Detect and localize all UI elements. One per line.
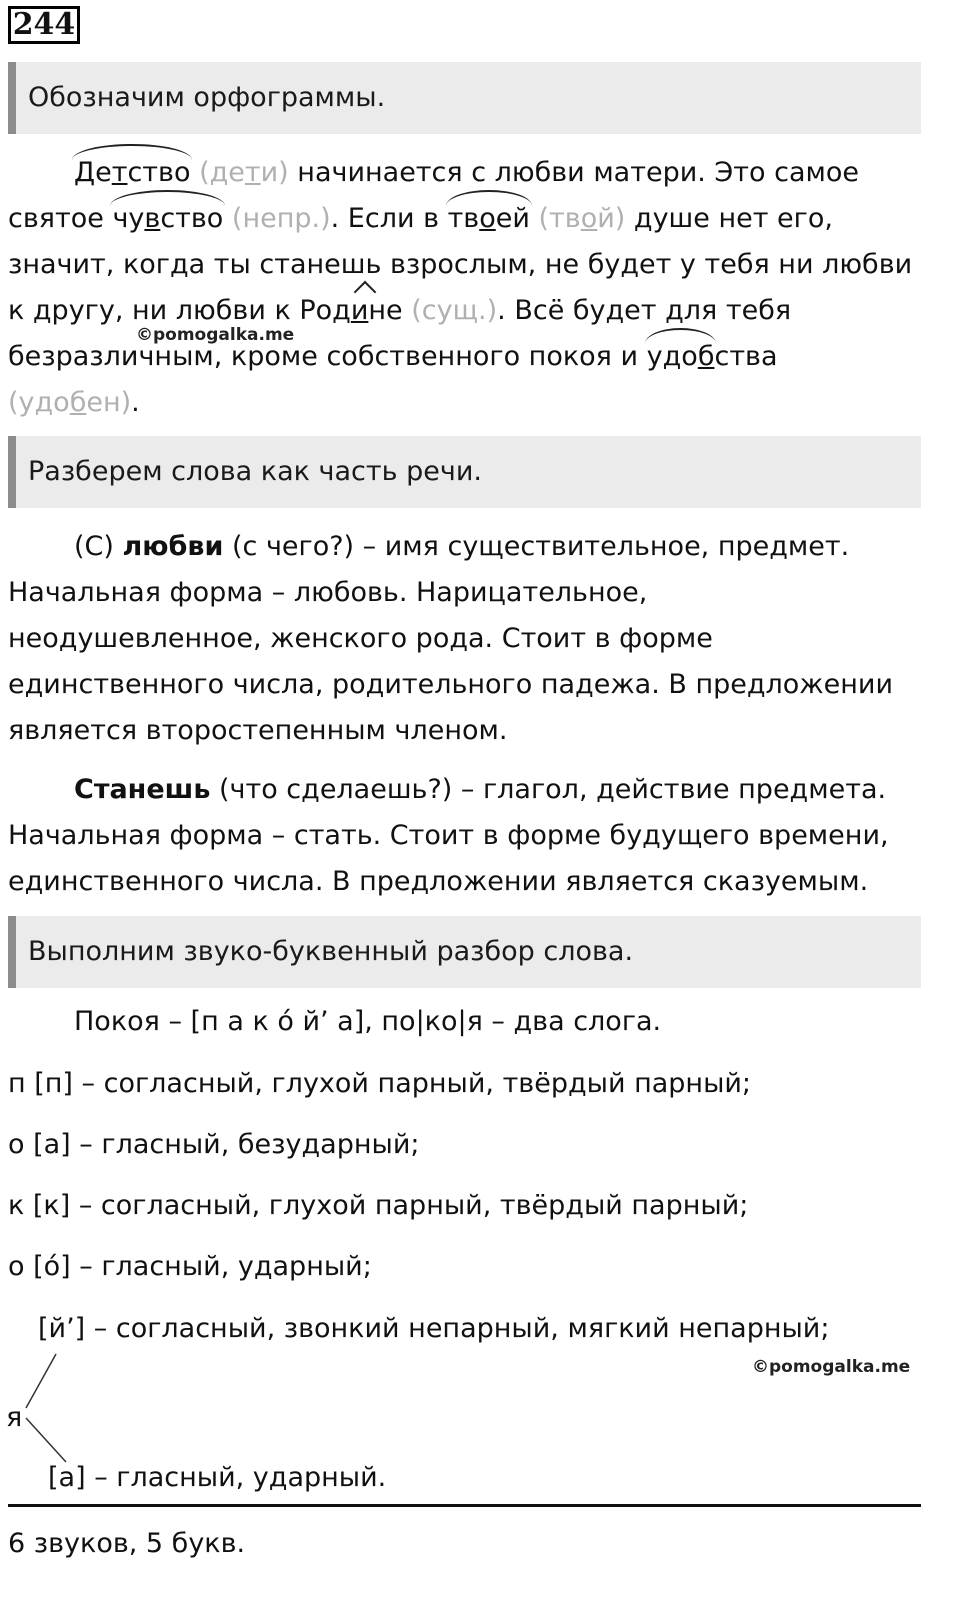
text-line: значит, когда ты станешь взрослым, не будет у тебя ни любви <box>8 249 913 280</box>
sound-line: п [п] – согласный, глухой парный, твёрдый парный; <box>8 1068 752 1099</box>
sound-line: о [ó] – гласный, ударный; <box>8 1251 372 1282</box>
parse-paragraph-lyubvi <box>8 524 923 754</box>
text-line: неодушевленное, женского рода. Стоит в форме <box>8 623 713 654</box>
text-line: Детство (дети) начинается с любви матери. Это самое <box>8 150 923 196</box>
sound-line: [й’] – согласный, звонкий непарный, мягкий непарный; <box>38 1313 830 1344</box>
text-line: Начальная форма – любовь. Нарицательное, <box>8 577 648 608</box>
parse-paragraph-stanesh <box>8 767 923 905</box>
summary: 6 звуков, 5 букв. <box>8 1528 246 1559</box>
word-root-arc: удоб <box>647 334 715 380</box>
phonetic-intro: Покоя – [п а к ó й’ а], по|ко|я – два слога. <box>74 1006 662 1037</box>
section-header-phonetic <box>8 916 921 988</box>
text-line: Начальная форма – стать. Стоит в форме будущего времени, <box>8 820 889 851</box>
orthogram-paragraph <box>8 150 923 426</box>
section-header-orthograms <box>8 62 921 134</box>
text-line: безразличным, кроме собственного покоя и удобства <box>8 334 923 380</box>
hint: (дети) <box>199 157 289 188</box>
hint: (сущ.) <box>402 295 498 326</box>
section-title: Разберем слова как часть речи. <box>28 456 482 487</box>
text-line: единственного числа, родительного падежа. В предложении <box>8 669 893 700</box>
divider <box>8 1504 921 1507</box>
sound-line: к [к] – согласный, глухой парный, твёрдый парный; <box>8 1190 749 1221</box>
watermark: ©pomogalka.me <box>752 1357 911 1377</box>
text-line: является второстепенным членом. <box>8 715 508 746</box>
watermark: ©pomogalka.me <box>136 325 295 345</box>
word-root-arc: чувство <box>112 196 223 242</box>
text-line: Станешь (что сделаешь?) – глагол, действие предмета. <box>74 774 887 805</box>
text-line: (удобен). <box>8 387 140 418</box>
section-header-parts-of-speech <box>8 436 921 508</box>
hint: (непр.) <box>223 203 331 234</box>
text-line: святое чувство (непр.). Если в твоей (твой) душе нет его, <box>8 196 923 242</box>
text-line: к другу, ни любви к Родине (сущ.). Всё будет для тебя <box>8 288 923 334</box>
letter-ya: я <box>6 1402 23 1433</box>
word-root-arc: твоей <box>448 196 530 242</box>
text-line: единственного числа. В предложении является сказуемым. <box>8 866 869 897</box>
sound-line: [а] – гласный, ударный. <box>48 1462 387 1493</box>
section-title: Обозначим орфограммы. <box>28 82 386 113</box>
task-number: 244 <box>8 6 80 44</box>
word-suffix-mark: ине <box>351 288 403 334</box>
hint: (твой) <box>529 203 626 234</box>
sound-line: о [а] – гласный, безударный; <box>8 1129 420 1160</box>
word-root-arc: Детство <box>74 150 190 196</box>
section-title: Выполним звуко-буквенный разбор слова. <box>28 936 634 967</box>
text-line: (С) любви (с чего?) – имя существительное, предмет. <box>74 531 850 562</box>
hint: (удобен) <box>8 387 132 418</box>
